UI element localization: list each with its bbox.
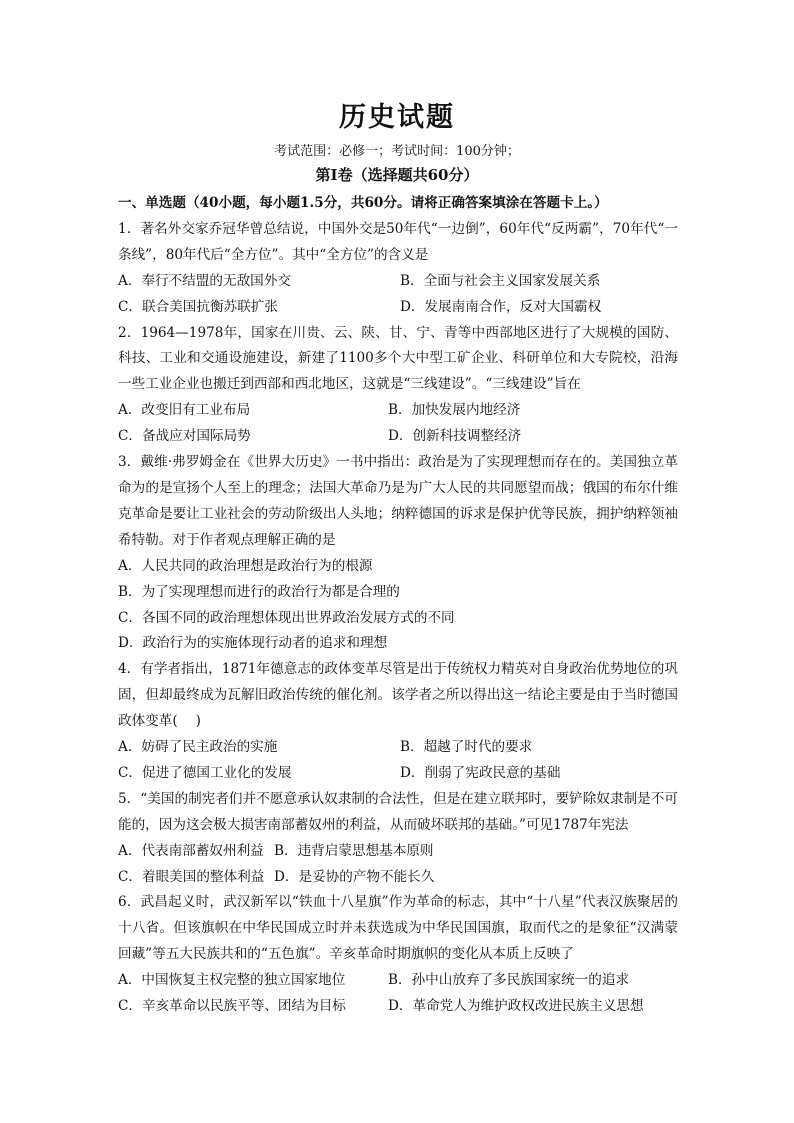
option-c[interactable]: C．备战应对国际局势 — [118, 428, 251, 445]
option-d[interactable]: D．发展南南合作，反对大国霸权 — [400, 298, 602, 315]
option-d[interactable]: D．政治行为的实施体现行动者的追求和理想 — [118, 635, 388, 652]
option-a[interactable]: A．奉行不结盟的无敌国外交 — [118, 272, 291, 289]
option-row — [118, 424, 678, 450]
option-a[interactable]: A．代表南部蓄奴州利益 — [118, 842, 264, 859]
volume-heading: 第Ⅰ卷（选择题共60分） — [315, 166, 479, 184]
option-b[interactable]: B．孙中山放弃了多民族国家统一的追求 — [388, 972, 630, 989]
option-row — [118, 735, 678, 761]
question-stem: 5．“美国的制宪者们并不愿意承认奴隶制的合法性，但是在建立联邦时，要铲除奴隶制是不可能的，因为这会极大损害南部蓄奴州的利益，从而破坏联邦的基础。”可见1787年宪法 — [118, 790, 678, 833]
exam-info: 考试范围：必修一；考试时间：100分钟； — [274, 144, 520, 159]
question-list — [118, 191, 678, 1020]
option-row — [118, 295, 678, 321]
question-stem: 3．戴维·弗罗姆金在《世界大历史》一书中指出：政治是为了实现理想而存在的。美国独立革命为的是宣扬个人至上的理念；法国大革命乃是为广大人民的共同愿望而战；俄国的布尔什维克革命是要让工业社会的劳动阶级出人头地；纳粹德国的诉求是保护优等民族，拥护纳粹领袖希特勒。对于作者观点理解正确的是 — [118, 454, 678, 548]
option-row — [118, 761, 678, 787]
option-b[interactable]: B．违背启蒙思想基本原则 — [274, 842, 434, 859]
option-c[interactable]: C．各国不同的政治理想体现出世界政治发展方式的不同 — [118, 609, 455, 626]
option-row — [118, 865, 678, 891]
question-5 — [118, 787, 678, 891]
option-b[interactable]: B．为了实现理想而进行的政治行为都是合理的 — [118, 583, 400, 600]
option-d[interactable]: D．创新科技调整经济 — [388, 428, 522, 445]
option-d[interactable]: D．革命党人为维护政权改进民族主义思想 — [388, 998, 644, 1015]
option-a[interactable]: A．改变旧有工业布局 — [118, 402, 251, 419]
option-a[interactable]: A．人民共同的政治理想是政治行为的根源 — [118, 557, 373, 574]
question-3 — [118, 450, 678, 657]
option-row — [118, 398, 678, 424]
section-heading: 一、单选题（40小题，每小题1.5分，共60分。请将正确答案填涂在答题卡上。） — [118, 195, 608, 211]
page-title: 历史试题 — [339, 102, 455, 133]
question-2 — [118, 321, 678, 451]
option-c[interactable]: C．联合美国抗衡苏联扩张 — [118, 298, 278, 315]
question-6 — [118, 890, 678, 1020]
question-4 — [118, 657, 678, 787]
option-c[interactable]: C．辛亥革命以民族平等、团结为目标 — [118, 998, 346, 1015]
option-d[interactable]: D．是妥协的产物不能长久 — [274, 868, 435, 885]
option-row — [118, 269, 678, 295]
option-a[interactable]: A．中国恢复主权完整的独立国家地位 — [118, 972, 346, 989]
option-row — [118, 994, 678, 1020]
question-stem: 4．有学者指出，1871年德意志的政体变革尽管是出于传统权力精英对自身政治优势地位的巩固，但却最终成为瓦解旧政治传统的催化剂。该学者之所以得出这一结论主要是由于当时德国政体变革( ) — [118, 661, 678, 730]
question-1 — [118, 217, 678, 321]
option-a[interactable]: A．妨碍了民主政治的实施 — [118, 739, 278, 756]
option-d[interactable]: D．削弱了宪政民意的基础 — [400, 764, 561, 781]
option-c[interactable]: C．促进了德国工业化的发展 — [118, 764, 292, 781]
option-b[interactable]: B．全面与社会主义国家发展关系 — [400, 272, 601, 289]
option-b[interactable]: B．超越了时代的要求 — [400, 739, 533, 756]
question-stem: 1．著名外交家乔冠华曾总结说，中国外交是50年代“一边倒”，60年代“反两霸”，70年代“一条线”，80年代后“全方位”。其中“全方位”的含义是 — [118, 220, 678, 263]
option-row — [118, 839, 678, 865]
option-c[interactable]: C．着眼美国的整体利益 — [118, 868, 265, 885]
option-row — [118, 968, 678, 994]
question-stem: 6．武昌起义时，武汉新军以“铁血十八星旗”作为革命的标志，其中“十八星”代表汉族聚居的十八省。但该旗帜在中华民国成立时并未获选成为中华民国国旗，取而代之的是象征“汉满蒙回藏”等五大民族共和的“五色旗”。辛亥革命时期旗帜的变化从本质上反映了 — [118, 894, 678, 963]
question-stem: 2．1964—1978年，国家在川贵、云、陕、甘、宁、青等中西部地区进行了大规模的国防、科技、工业和交通设施建设，新建了1100多个大中型工矿企业、科研单位和大专院校，沿海一些工业企业也搬迁到西部和西北地区，这就是“三线建设”。“三线建设”旨在 — [118, 324, 678, 393]
option-b[interactable]: B．加快发展内地经济 — [388, 402, 521, 419]
